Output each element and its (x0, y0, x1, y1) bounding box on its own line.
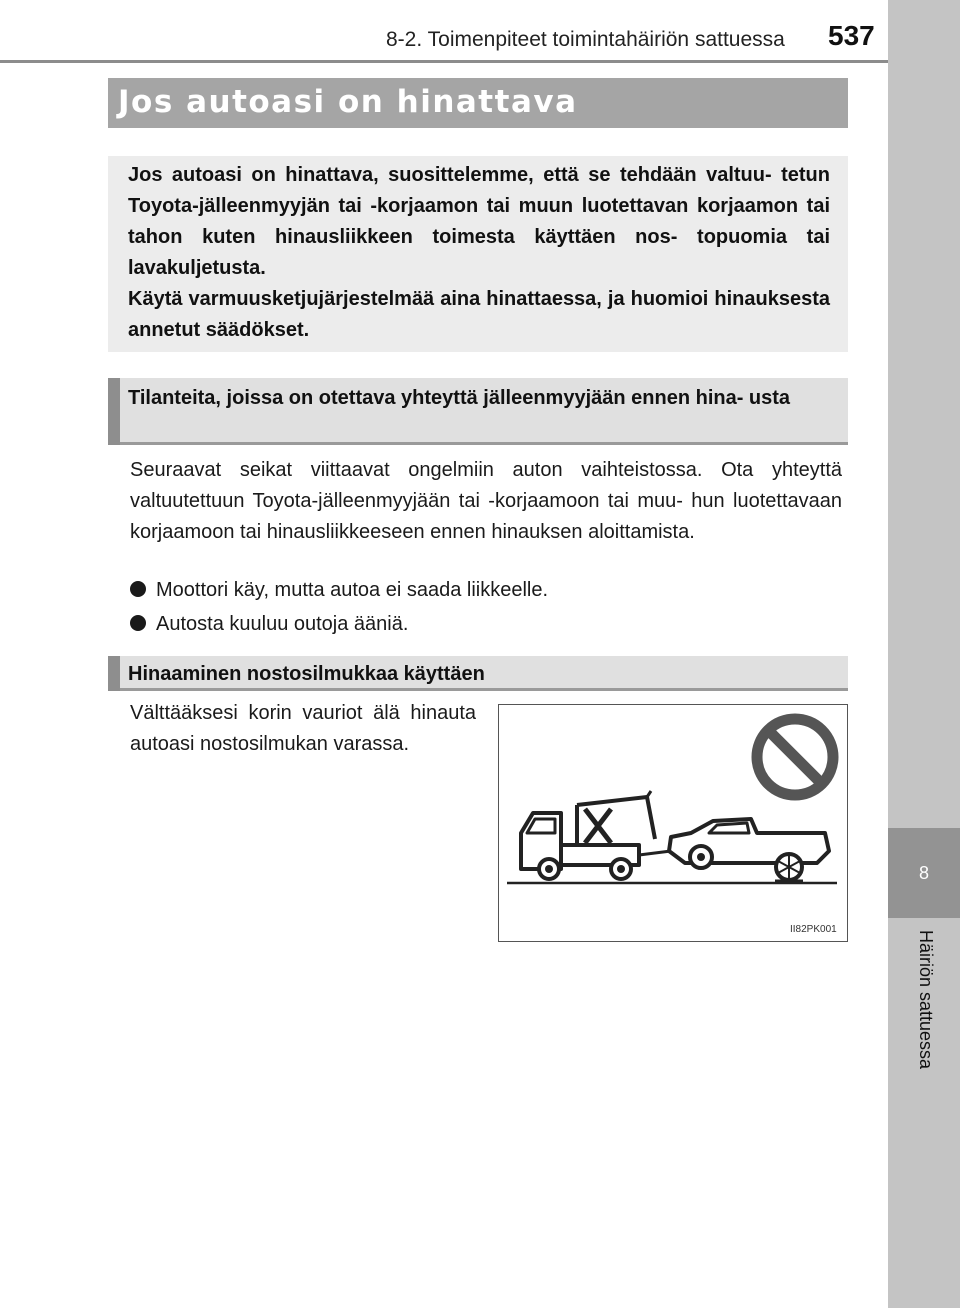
page-number: 537 (828, 20, 875, 51)
intro-text (128, 160, 830, 346)
contact-paragraph: Seuraavat seikat viittaavat ongelmiin auton vaihteistossa. Ota yhteyttä valtuutettuun Toyota-jälleenmyyjään tai -korjaamoon tai muu- hun luotettavaan korjaamoon tai hinausliikkeeseen ennen hinauksen aloittamista. (130, 459, 842, 543)
contact-subheading-bar (108, 378, 120, 445)
header-rule (0, 60, 888, 63)
figure-code: II82PK001 (790, 924, 837, 935)
intro-paragraph: Käytä varmuusketjujärjestelmää aina hinattaessa, ja huomioi hinauksesta annetut säädökset. (128, 288, 830, 341)
towing-paragraph: Välttääksesi korin vauriot älä hinauta autoasi nostosilmukan varassa. (130, 702, 476, 755)
tow-truck-icon (521, 791, 671, 879)
intro-paragraph: Jos autoasi on hinattava, suosittelemme, että se tehdään valtuu- tetun Toyota-jälleenmyyjän tai -korjaamon tai muun luotettavan korjaamon tai tahon kuten hinausliikkeen toimesta käyttäen nos- topuomia tai lavakuljetusta. (128, 164, 830, 279)
bullet-icon (130, 615, 146, 631)
prohibition-icon (757, 719, 833, 795)
contact-subheading: Tilanteita, joissa on otettava yhteyttä jälleenmyyjään ennen hina- usta (128, 387, 791, 409)
pickup-car-icon (669, 819, 829, 881)
towing-illustration-svg (499, 705, 847, 941)
towing-subheading: Hinaaminen nostosilmukkaa käyttäen (128, 663, 485, 685)
chapter-label: Häiriön sattuessa (916, 930, 936, 1070)
bullet-item (130, 575, 548, 606)
section-title: Jos autoasi on hinattava (118, 84, 578, 120)
header-title: 8-2. Toimenpiteet toimintahäiriön sattuessa (386, 28, 785, 51)
bullet-icon (130, 581, 146, 597)
side-chapter-tab (888, 0, 960, 1308)
bullet-item (130, 609, 408, 640)
towing-subheading-bar (108, 656, 120, 691)
chapter-number: 8 (888, 828, 960, 918)
bullet-text: Moottori käy, mutta autoa ei saada liikkeelle. (156, 579, 549, 601)
bullet-text: Autosta kuuluu outoja ääniä. (156, 613, 409, 635)
towing-illustration (498, 704, 848, 942)
